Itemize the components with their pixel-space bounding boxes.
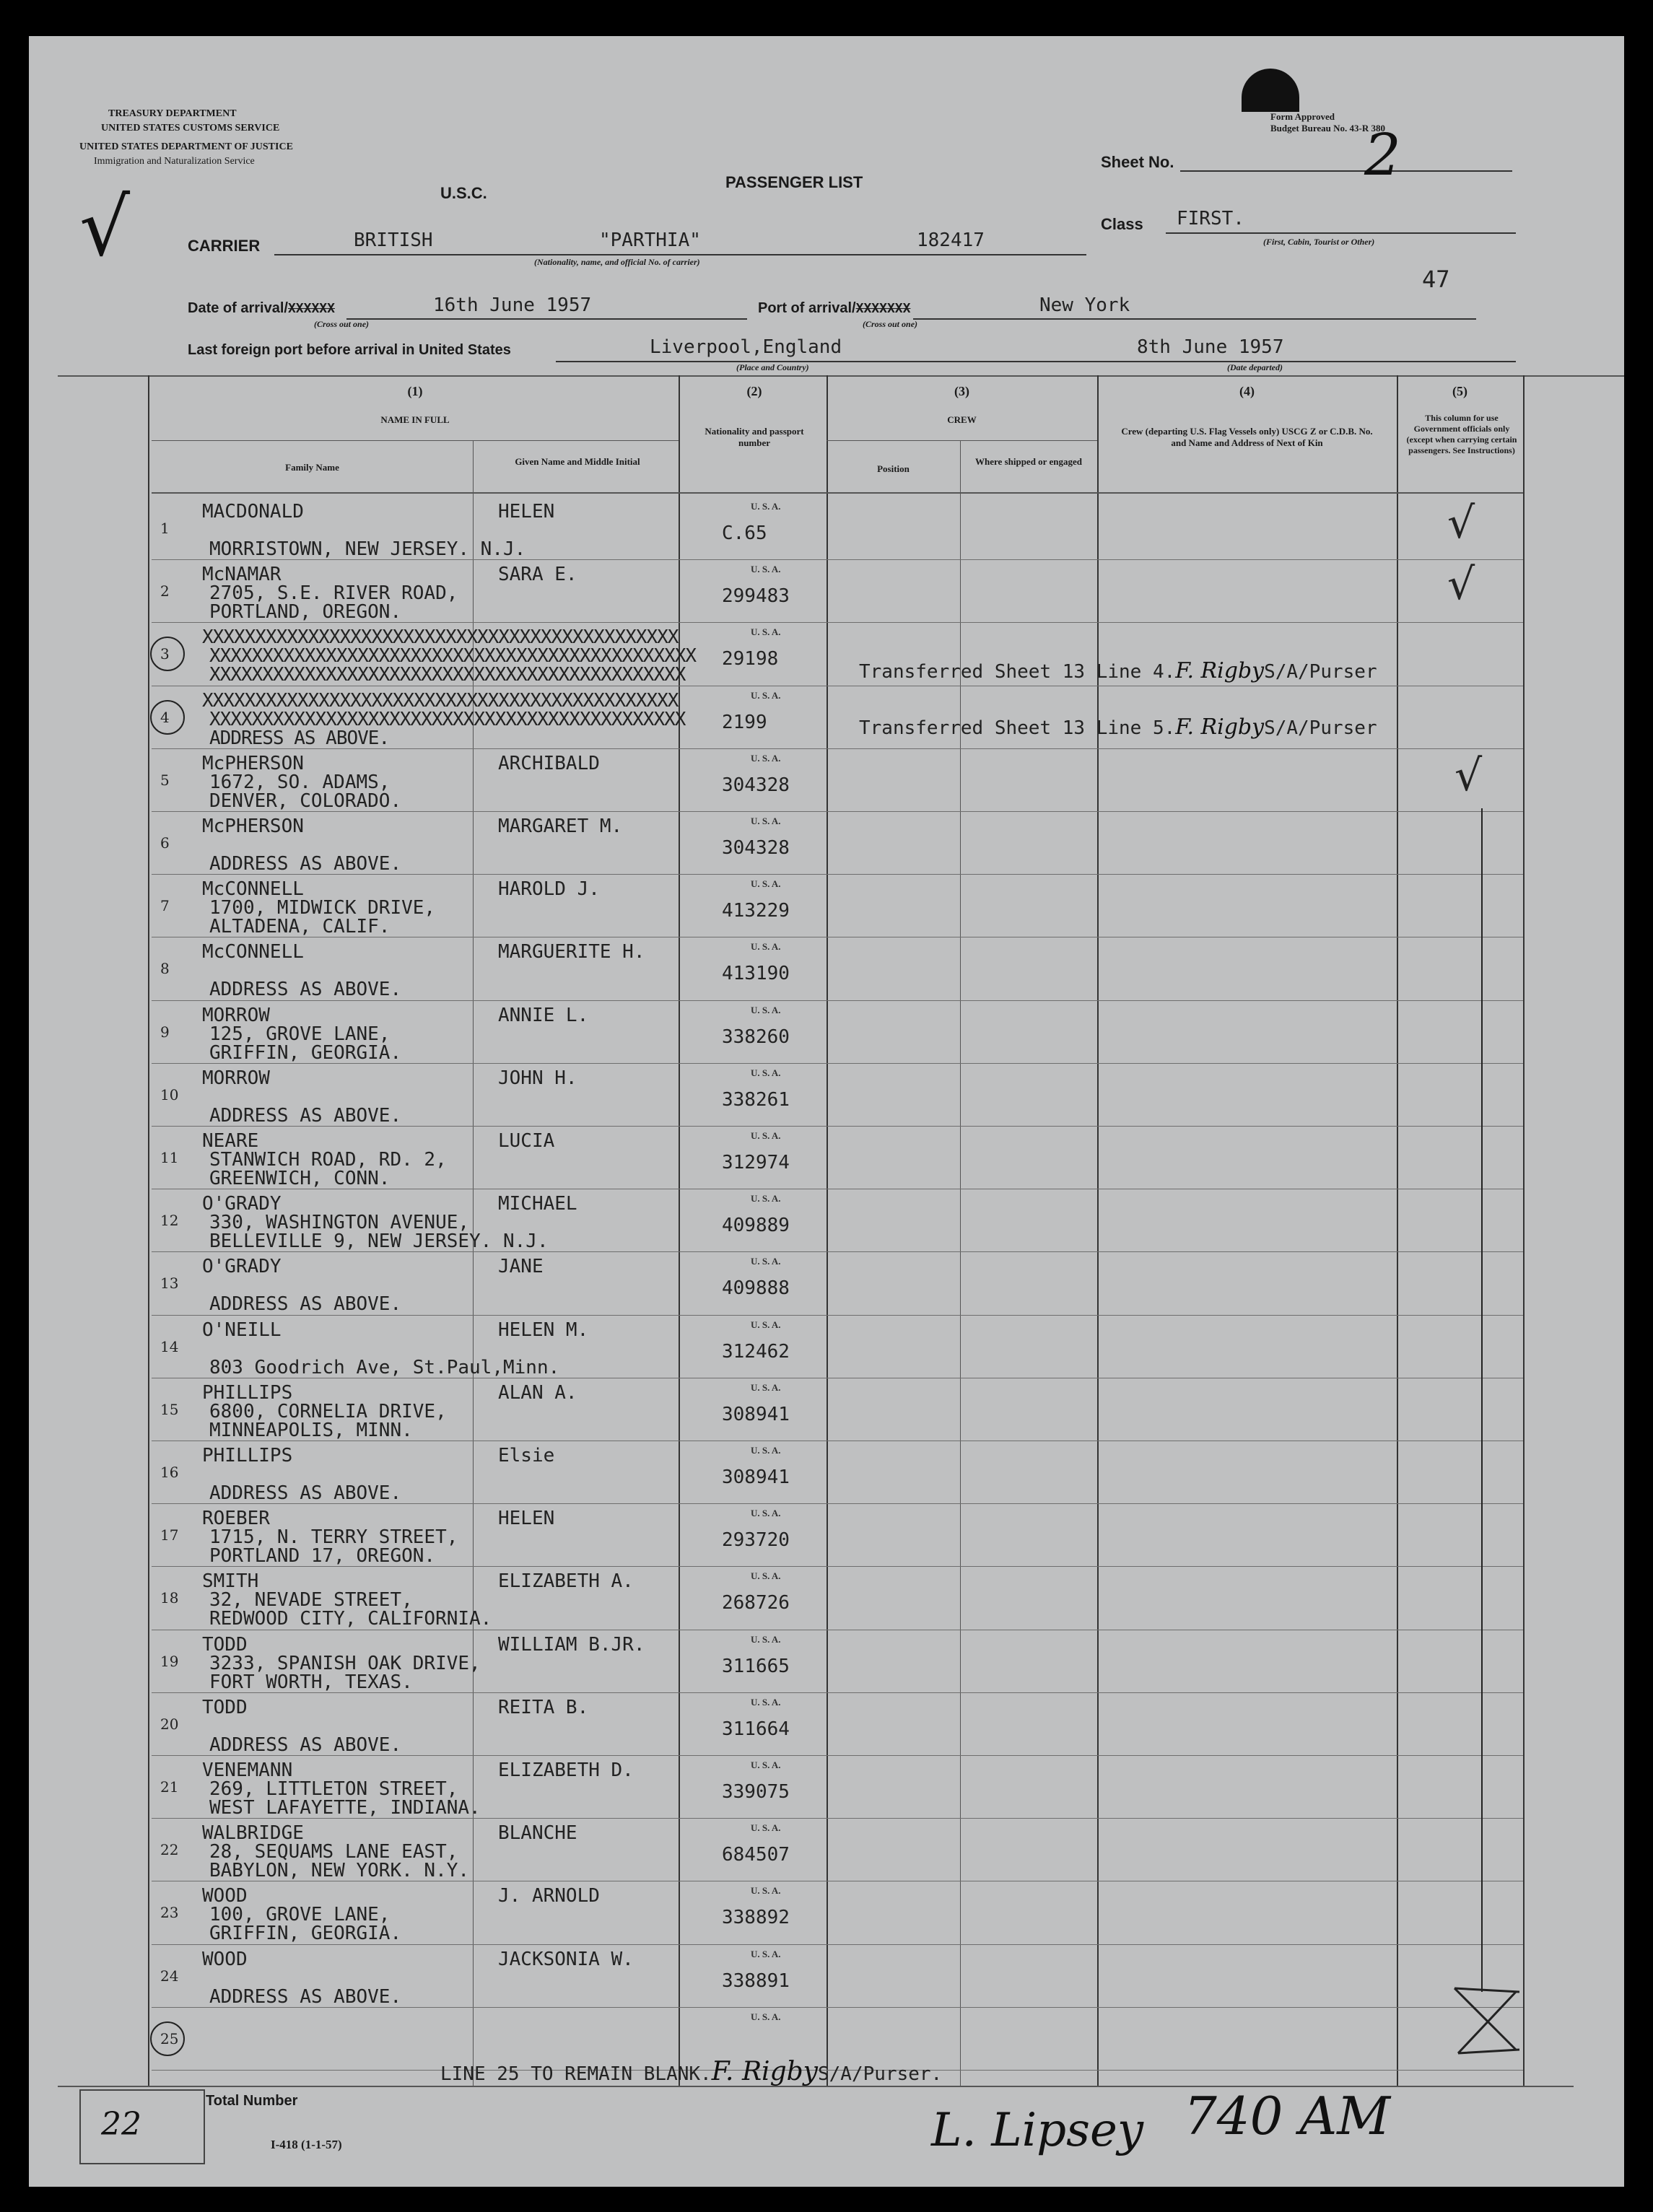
row-number: 10 xyxy=(160,1086,179,1103)
address-line2: FORT WORTH, TEXAS. xyxy=(209,1671,413,1693)
header-bottom-border xyxy=(152,492,1523,494)
row-number: 18 xyxy=(160,1589,179,1606)
family-given-divider xyxy=(473,440,474,2086)
row-number: 8 xyxy=(160,960,170,977)
address-line2: DENVER, COLORADO. xyxy=(209,790,402,812)
address-line1: XXXXXXXXXXXXXXXXXXXXXXXXXXXXXXXXXXXXXXXXXXXXXX xyxy=(209,645,697,667)
given-name: J. ARNOLD xyxy=(498,1885,600,1907)
address-line2: ADDRESS AS ABOVE. xyxy=(209,1482,402,1504)
dept-line1: TREASURY DEPARTMENT xyxy=(108,108,237,119)
address-line1: 2705, S.E. RIVER ROAD, xyxy=(209,582,458,604)
passport-number: 293720 xyxy=(722,1529,790,1551)
given-name: HELEN xyxy=(498,501,555,523)
nationality: U. S. A. xyxy=(751,753,781,764)
passport-number: 338260 xyxy=(722,1026,790,1048)
nationality: U. S. A. xyxy=(751,1005,781,1015)
line25-note: LINE 25 TO REMAIN BLANK.F. RigbyS/A/Purser. xyxy=(440,2057,943,2086)
row-number: 25 xyxy=(160,2030,179,2047)
col5-border xyxy=(1397,375,1398,2086)
family-name: McCONNELL xyxy=(202,878,304,900)
nationality: U. S. A. xyxy=(751,941,781,952)
total-box xyxy=(79,2089,205,2164)
carrier-caption: (Nationality, name, and official No. of carrier) xyxy=(534,257,700,267)
given-name: ELIZABETH D. xyxy=(498,1759,634,1781)
address-line2: ADDRESS AS ABOVE. xyxy=(209,1986,402,2008)
col1-sub-divider xyxy=(152,440,679,441)
carrier-name: "PARTHIA" xyxy=(599,229,701,251)
col5-number: (5) xyxy=(1452,384,1467,398)
given-name: JANE xyxy=(498,1256,544,1277)
port-label: Port of arrival/XXXXXXX xyxy=(758,300,911,316)
budget-bureau: Budget Bureau No. 43-R 380 xyxy=(1270,123,1386,134)
address-line2: XXXXXXXXXXXXXXXXXXXXXXXXXXXXXXXXXXXXXXXXXXXXX xyxy=(209,664,686,686)
check-row5: √ xyxy=(1454,751,1483,801)
address-line2: BABYLON, NEW YORK. N.Y. xyxy=(209,1860,470,1881)
family-name: VENEMANN xyxy=(202,1759,293,1781)
row-number: 4 xyxy=(160,709,170,726)
page-number: 47 xyxy=(1422,266,1450,293)
row-number-circle xyxy=(150,637,185,671)
class-label: Class xyxy=(1101,215,1143,233)
family-name: TODD xyxy=(202,1697,248,1718)
nationality: U. S. A. xyxy=(751,1949,781,1959)
row-number: 24 xyxy=(160,1967,179,1985)
address-line1: 6800, CORNELIA DRIVE, xyxy=(209,1401,447,1422)
passport-number: 409888 xyxy=(722,1277,790,1299)
address-line2: ADDRESS AS ABOVE. xyxy=(209,853,402,875)
address-line2: PORTLAND, OREGON. xyxy=(209,601,402,623)
family-name: TODD xyxy=(202,1634,248,1656)
nationality: U. S. A. xyxy=(751,1759,781,1770)
family-name: MORROW xyxy=(202,1067,270,1089)
address-line2: ADDRESS AS ABOVE. xyxy=(209,727,390,749)
check-row1: √ xyxy=(1447,498,1475,548)
time-note: 740 AM xyxy=(1184,2086,1391,2146)
passport-number: 308941 xyxy=(722,1404,790,1425)
carrier-no: 182417 xyxy=(917,229,985,251)
family-name: McPHERSON xyxy=(202,753,304,774)
family-name: ROEBER xyxy=(202,1508,270,1529)
dept-line4: Immigration and Naturalization Service xyxy=(94,156,255,167)
given-name: ARCHIBALD xyxy=(498,753,600,774)
row-number: 19 xyxy=(160,1653,179,1670)
nationality: U. S. A. xyxy=(751,1193,781,1204)
column5-vertical-stroke xyxy=(1481,808,1483,1992)
dept-line2: UNITED STATES CUSTOMS SERVICE xyxy=(101,123,280,134)
given-name: HELEN xyxy=(498,1508,555,1529)
given-name: BLANCHE xyxy=(498,1822,577,1844)
row-number-circle xyxy=(150,2021,185,2056)
row-number: 2 xyxy=(160,582,170,600)
nationality: U. S. A. xyxy=(751,1697,781,1708)
row-number: 16 xyxy=(160,1464,179,1481)
given-name: LUCIA xyxy=(498,1130,555,1152)
table-right-border xyxy=(1523,375,1525,2086)
last-port-caption: (Place and Country) xyxy=(736,362,809,372)
address-line1: STANWICH ROAD, RD. 2, xyxy=(209,1149,447,1171)
given-name: ANNIE L. xyxy=(498,1005,589,1026)
address-line2: REDWOOD CITY, CALIFORNIA. xyxy=(209,1608,492,1630)
row-number: 14 xyxy=(160,1338,179,1355)
date-arrival-caption: (Cross out one) xyxy=(314,319,370,329)
address-line1: 1672, SO. ADAMS, xyxy=(209,771,391,793)
family-name: McPHERSON xyxy=(202,816,304,837)
address-line1: 3233, SPANISH OAK DRIVE, xyxy=(209,1653,481,1674)
col2-heading: Nationality and passport number xyxy=(705,426,804,448)
passport-number: 684507 xyxy=(722,1844,790,1866)
row-number: 20 xyxy=(160,1715,179,1733)
row-divider xyxy=(152,1944,1523,1945)
nationality: U. S. A. xyxy=(751,501,781,512)
passport-number: 413190 xyxy=(722,963,790,984)
nationality: U. S. A. xyxy=(751,1130,781,1141)
given-name: MARGUERITE H. xyxy=(498,941,645,963)
address-line2: MINNEAPOLIS, MINN. xyxy=(209,1420,413,1441)
passport-number: 312462 xyxy=(722,1341,790,1363)
carrier-nationality: BRITISH xyxy=(354,229,433,251)
col3-heading: CREW xyxy=(947,414,977,425)
col3-number: (3) xyxy=(954,384,969,398)
row-divider xyxy=(152,1315,1523,1316)
address-line2: ADDRESS AS ABOVE. xyxy=(209,1105,402,1127)
passport-number: 312974 xyxy=(722,1152,790,1173)
total-value: 22 xyxy=(101,2106,141,2143)
family-name: O'GRADY xyxy=(202,1193,282,1215)
col4-border xyxy=(1097,375,1099,2086)
carrier-label: CARRIER xyxy=(188,237,261,255)
passport-number: 299483 xyxy=(722,585,790,607)
nationality: U. S. A. xyxy=(751,1319,781,1330)
nationality: U. S. A. xyxy=(751,1634,781,1645)
row-number: 9 xyxy=(160,1023,170,1041)
passport-number: 338261 xyxy=(722,1089,790,1111)
nationality: U. S. A. xyxy=(751,1885,781,1896)
passport-number: 2199 xyxy=(722,712,767,733)
row-number: 23 xyxy=(160,1904,179,1921)
date-departed-caption: (Date departed) xyxy=(1227,362,1283,372)
address-line1: 330, WASHINGTON AVENUE, xyxy=(209,1212,470,1233)
passport-number: 409889 xyxy=(722,1215,790,1236)
family-name: XXXXXXXXXXXXXXXXXXXXXXXXXXXXXXXXXXXXXXXXXXXXX xyxy=(202,690,679,712)
family-name: XXXXXXXXXXXXXXXXXXXXXXXXXXXXXXXXXXXXXXXXXXXXX xyxy=(202,626,679,648)
passport-number: 304328 xyxy=(722,774,790,796)
address-line1: 1715, N. TERRY STREET, xyxy=(209,1526,458,1548)
shipped-heading: Where shipped or engaged xyxy=(975,456,1082,467)
row-number-circle xyxy=(150,700,185,735)
port-caption: (Cross out one) xyxy=(863,319,918,329)
family-name: O'GRADY xyxy=(202,1256,282,1277)
nationality: U. S. A. xyxy=(751,1382,781,1393)
address-line1: 28, SEQUAMS LANE EAST, xyxy=(209,1841,458,1863)
family-name: NEARE xyxy=(202,1130,259,1152)
address-line2: MORRISTOWN, NEW JERSEY. N.J. xyxy=(209,538,526,560)
table-top-border xyxy=(58,375,1624,377)
given-name: JACKSONIA W. xyxy=(498,1949,634,1970)
last-port-value: Liverpool,England xyxy=(650,336,842,358)
passport-number: C.65 xyxy=(722,523,767,544)
page-title: PASSENGER LIST xyxy=(725,173,863,191)
sheet-no-label: Sheet No. xyxy=(1101,153,1174,171)
col5-heading: This column for use Government officials only (except when carrying certain passengers. See Instructions) xyxy=(1406,413,1517,455)
nationality: U. S. A. xyxy=(751,690,781,701)
address-line2: ADDRESS AS ABOVE. xyxy=(209,979,402,1000)
form-approved: Form Approved xyxy=(1270,111,1335,122)
check-row2: √ xyxy=(1447,559,1475,610)
address-line2: ADDRESS AS ABOVE. xyxy=(209,1293,402,1315)
family-name: WOOD xyxy=(202,1949,248,1970)
nationality: U. S. A. xyxy=(751,1067,781,1078)
row-number: 7 xyxy=(160,897,170,914)
usc-label: U.S.C. xyxy=(440,184,487,202)
given-name: MICHAEL xyxy=(498,1193,577,1215)
given-name: HAROLD J. xyxy=(498,878,600,900)
given-name: HELEN M. xyxy=(498,1319,589,1341)
address-line2: GRIFFIN, GEORGIA. xyxy=(209,1923,402,1944)
address-line1: 125, GROVE LANE, xyxy=(209,1023,391,1045)
family-name: WOOD xyxy=(202,1885,248,1907)
position-heading: Position xyxy=(877,463,910,474)
col4-heading: Crew (departing U.S. Flag Vessels only) USCG Z or C.D.B. No. and Name and Address of Next of Kin xyxy=(1121,426,1373,448)
address-line2: WEST LAFAYETTE, INDIANA. xyxy=(209,1797,481,1819)
passport-number: 413229 xyxy=(722,900,790,922)
nationality: U. S. A. xyxy=(751,626,781,637)
sheet-no-line xyxy=(1180,144,1512,172)
col4-number: (4) xyxy=(1239,384,1255,398)
passenger-list-document xyxy=(29,36,1624,2187)
nationality: U. S. A. xyxy=(751,1570,781,1581)
given-name: SARA E. xyxy=(498,564,577,585)
class-caption: (First, Cabin, Tourist or Other) xyxy=(1263,237,1375,247)
date-arrival-value: 16th June 1957 xyxy=(433,294,592,316)
given-name: ALAN A. xyxy=(498,1382,577,1404)
nationality: U. S. A. xyxy=(751,878,781,889)
port-line xyxy=(913,292,1476,320)
col2-border xyxy=(679,375,680,2086)
family-name: O'NEILL xyxy=(202,1319,282,1341)
address-line2: PORTLAND 17, OREGON. xyxy=(209,1545,436,1567)
address-line2: GREENWICH, CONN. xyxy=(209,1168,391,1189)
family-name: SMITH xyxy=(202,1570,259,1592)
transfer-note-row4: Transferred Sheet 13 Line 5.F. RigbyS/A/Purser xyxy=(859,714,1377,740)
row-number: 13 xyxy=(160,1275,179,1292)
nationality: U. S. A. xyxy=(751,1256,781,1267)
date-arrival-label: Date of arrival/XXXXXX xyxy=(188,300,335,316)
address-line1: 1700, MIDWICK DRIVE, xyxy=(209,897,436,919)
row-number: 15 xyxy=(160,1401,179,1418)
passport-number: 304328 xyxy=(722,837,790,859)
passport-number: 338891 xyxy=(722,1970,790,1992)
address-line2: ALTADENA, CALIF. xyxy=(209,916,391,937)
col1-number: (1) xyxy=(407,384,423,398)
passport-number: 311665 xyxy=(722,1656,790,1677)
family-name: MORROW xyxy=(202,1005,270,1026)
family-name: PHILLIPS xyxy=(202,1382,293,1404)
family-name: WALBRIDGE xyxy=(202,1822,304,1844)
col2-number: (2) xyxy=(746,384,762,398)
given-name: Elsie xyxy=(498,1445,555,1466)
form-number: I-418 (1-1-57) xyxy=(271,2138,342,2151)
nationality: U. S. A. xyxy=(751,1445,781,1456)
nationality: U. S. A. xyxy=(751,816,781,826)
given-name: JOHN H. xyxy=(498,1067,577,1089)
class-value: FIRST. xyxy=(1177,208,1244,229)
officer-signature: L. Lipsey xyxy=(931,2104,1143,2157)
given-name: MARGARET M. xyxy=(498,816,623,837)
position-shipped-divider xyxy=(960,440,961,2086)
given-name-heading: Given Name and Middle Initial xyxy=(515,456,640,467)
row-number: 22 xyxy=(160,1841,179,1858)
table-left-border xyxy=(148,375,149,2086)
row-number: 12 xyxy=(160,1212,179,1229)
row-number: 1 xyxy=(160,520,170,537)
address-line2: 803 Goodrich Ave, St.Paul,Minn. xyxy=(209,1357,560,1378)
nationality: U. S. A. xyxy=(751,2011,781,2022)
family-name: McCONNELL xyxy=(202,941,304,963)
nationality: U. S. A. xyxy=(751,564,781,574)
passport-number: 338892 xyxy=(722,1907,790,1928)
row-number: 21 xyxy=(160,1778,179,1796)
address-line2: BELLEVILLE 9, NEW JERSEY. N.J. xyxy=(209,1230,549,1252)
passport-number: 311664 xyxy=(722,1718,790,1740)
address-line2: ADDRESS AS ABOVE. xyxy=(209,1734,402,1756)
address-line2: GRIFFIN, GEORGIA. xyxy=(209,1042,402,1064)
nationality: U. S. A. xyxy=(751,1822,781,1833)
cross-out-mark xyxy=(1440,1977,1527,2064)
passport-number: 268726 xyxy=(722,1592,790,1614)
address-line1: 100, GROVE LANE, xyxy=(209,1904,391,1925)
check-mark-large: √ xyxy=(79,181,131,274)
port-value: New York xyxy=(1039,294,1130,316)
row-number: 3 xyxy=(160,645,170,663)
total-label: Total Number xyxy=(206,2093,298,2109)
col3-sub-divider xyxy=(826,440,1097,441)
dept-line3: UNITED STATES DEPARTMENT OF JUSTICE xyxy=(79,141,293,152)
row-number: 6 xyxy=(160,834,170,852)
given-name: REITA B. xyxy=(498,1697,589,1718)
address-line1: 269, LITTLETON STREET, xyxy=(209,1778,458,1800)
family-name: MACDONALD xyxy=(202,501,304,523)
row-divider xyxy=(152,1000,1523,1001)
last-port-label: Last foreign port before arrival in United States xyxy=(188,342,511,358)
family-name: McNAMAR xyxy=(202,564,282,585)
passport-number: 308941 xyxy=(722,1466,790,1488)
row-number: 5 xyxy=(160,771,170,789)
punch-hole-mark xyxy=(1242,69,1299,112)
passport-number: 29198 xyxy=(722,648,779,670)
passport-number: 339075 xyxy=(722,1781,790,1803)
address-line1: 32, NEVADE STREET, xyxy=(209,1589,413,1611)
row-number: 11 xyxy=(160,1149,179,1166)
given-name: WILLIAM B.JR. xyxy=(498,1634,645,1656)
col1-heading: NAME IN FULL xyxy=(380,414,450,425)
sheet-no-value: 2 xyxy=(1364,121,1401,188)
family-name-heading: Family Name xyxy=(285,462,339,473)
given-name: ELIZABETH A. xyxy=(498,1570,634,1592)
family-name: PHILLIPS xyxy=(202,1445,293,1466)
nationality: U. S. A. xyxy=(751,1508,781,1518)
date-departed-value: 8th June 1957 xyxy=(1137,336,1284,358)
transfer-note-row3: Transferred Sheet 13 Line 4.F. RigbyS/A/Purser xyxy=(859,658,1377,683)
row-number: 17 xyxy=(160,1526,179,1544)
address-line1: XXXXXXXXXXXXXXXXXXXXXXXXXXXXXXXXXXXXXXXXXXXXX xyxy=(209,709,686,730)
col3-border xyxy=(826,375,828,2086)
